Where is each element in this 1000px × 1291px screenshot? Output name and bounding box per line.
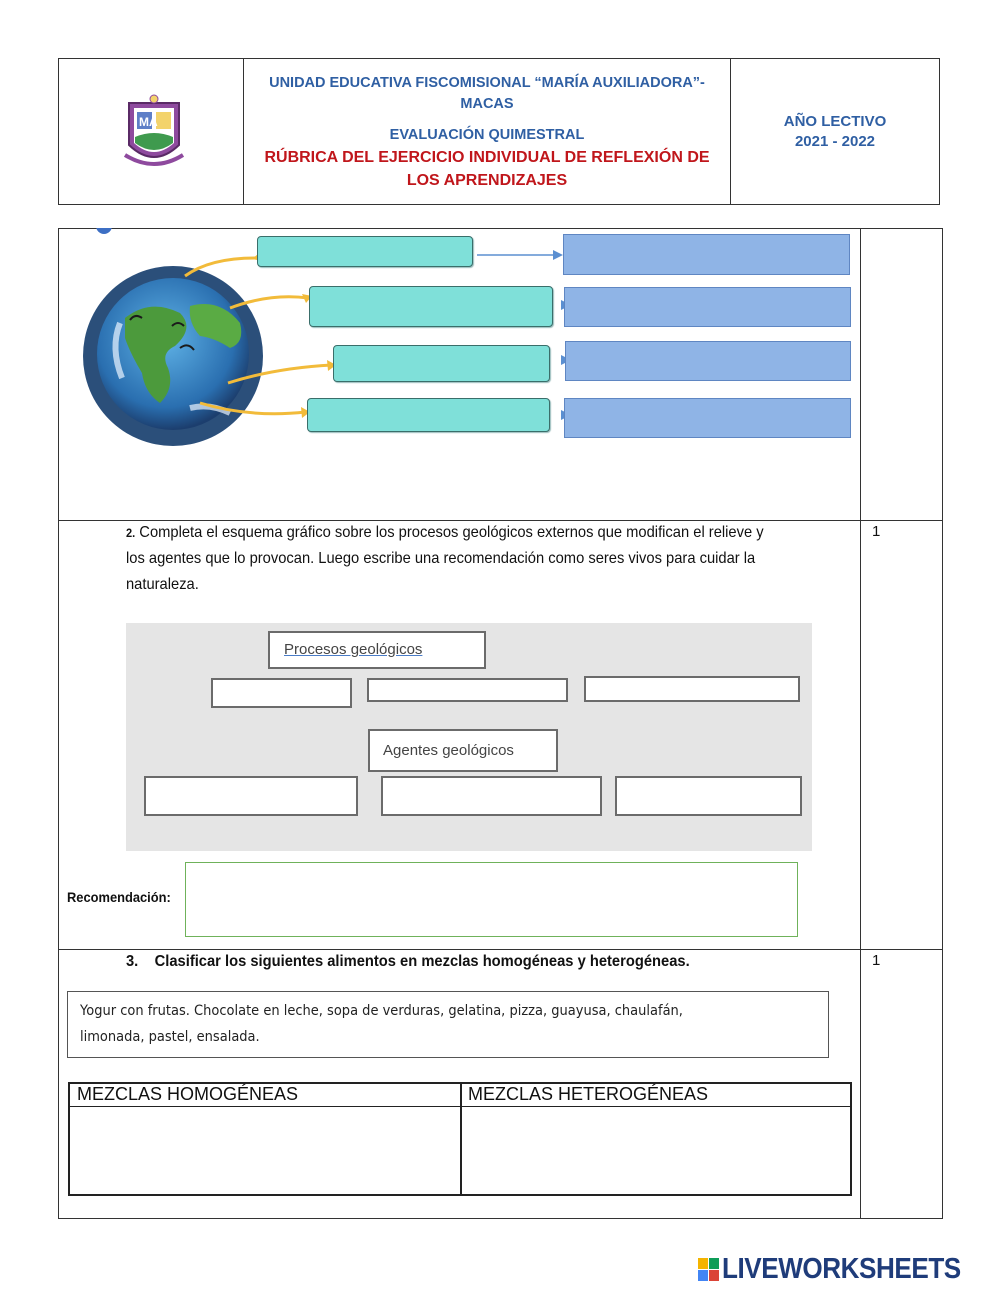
- agente-answer-box-2[interactable]: [381, 776, 602, 816]
- rubric-title-line2: LOS APRENDIZAJES: [406, 172, 568, 189]
- heterogeneous-column-header: MEZCLAS HETEROGÉNEAS: [468, 1084, 709, 1104]
- homogeneous-answer-cell[interactable]: [71, 1108, 459, 1194]
- table-row-divider: [58, 949, 943, 950]
- proceso-answer-box-1[interactable]: [211, 678, 352, 708]
- heterogeneous-answer-cell[interactable]: [462, 1108, 850, 1194]
- foods-list-line2: limonada, pastel, ensalada.: [80, 1029, 260, 1045]
- table-border-left: [58, 228, 59, 1219]
- agente-answer-box-3[interactable]: [615, 776, 802, 816]
- question-2-line2: los agentes que lo provocan. Luego escribe una recomendación como seres vivos para cuidar la: [126, 550, 756, 567]
- earth-description-box-4[interactable]: [564, 398, 851, 438]
- question-2-text: [126, 520, 825, 598]
- school-year-value: 2021 - 2022: [794, 133, 876, 150]
- question-2-line1: Completa el esquema gráfico sobre los procesos geológicos externos que modifican el relieve y: [139, 524, 764, 541]
- evaluation-title: EVALUACIÓN QUIMESTRAL: [389, 127, 585, 143]
- logo-text: MA: [139, 115, 158, 129]
- homogeneous-column-header: MEZCLAS HOMOGÉNEAS: [77, 1084, 299, 1104]
- question-2-score: 1: [872, 523, 881, 540]
- school-logo: [123, 93, 185, 171]
- earth-description-box-2[interactable]: [564, 287, 851, 327]
- earth-layer-answer-box-1[interactable]: [257, 236, 473, 267]
- question-3-title: Clasificar los siguientes alimentos en mezclas homogéneas y heterogéneas.: [154, 953, 690, 970]
- liveworksheets-brand[interactable]: LIVEWORKSHEETS: [722, 1253, 961, 1285]
- question-2-line3: naturaleza.: [126, 576, 199, 593]
- question-2-number: 2.: [126, 526, 136, 540]
- foods-list-box: [67, 991, 829, 1058]
- table-column-divider: [860, 228, 861, 1219]
- procesos-geologicos-heading: Procesos geológicos: [268, 631, 486, 669]
- rubric-title-line1: RÚBRICA DEL EJERCICIO INDIVIDUAL DE REFLEXIÓN DE: [264, 149, 710, 166]
- proceso-answer-box-3[interactable]: [584, 676, 800, 702]
- school-name-line1: UNIDAD EDUCATIVA FISCOMISIONAL “MARÍA AUXILIADORA”-: [269, 75, 705, 91]
- connector-arrows: [475, 235, 570, 445]
- school-name-line2: MACAS: [460, 96, 514, 112]
- question-3-heading: [126, 953, 788, 971]
- header-divider: [730, 58, 731, 205]
- header-divider: [243, 58, 244, 205]
- liveworksheets-logo-icon: [698, 1258, 720, 1282]
- proceso-answer-box-2[interactable]: [367, 678, 568, 702]
- table-border-right: [942, 228, 943, 1219]
- question-3-number: 3.: [126, 953, 139, 970]
- earth-description-box-3[interactable]: [565, 341, 851, 381]
- agentes-geologicos-heading: Agentes geológicos: [368, 729, 558, 772]
- agente-answer-box-1[interactable]: [144, 776, 358, 816]
- recommendation-input[interactable]: [185, 862, 798, 937]
- foods-list-line1: Yogur con frutas. Chocolate en leche, sopa de verduras, gelatina, pizza, guayusa, chaulafán,: [80, 1003, 683, 1019]
- question-3-score: 1: [872, 952, 881, 969]
- earth-description-box-1[interactable]: [563, 234, 850, 275]
- school-year-label: AÑO LECTIVO: [783, 113, 887, 130]
- table-border-bottom: [58, 1218, 943, 1219]
- recommendation-label: Recomendación:: [67, 889, 171, 905]
